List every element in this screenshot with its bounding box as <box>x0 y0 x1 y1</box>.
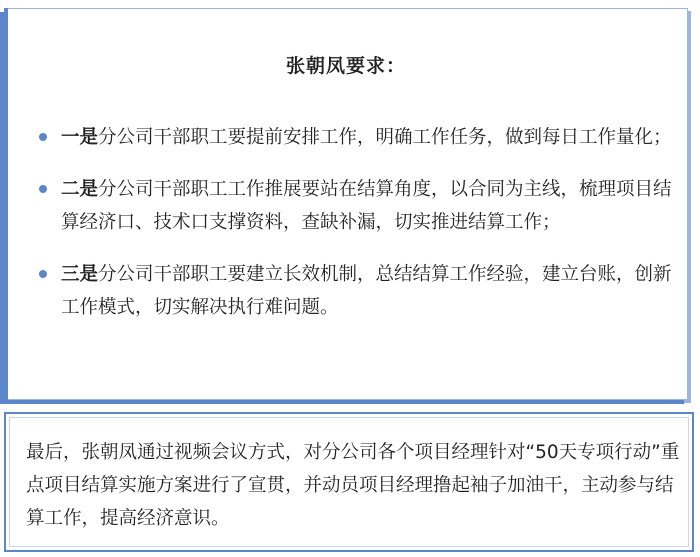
item-lead: 一是 <box>61 127 99 148</box>
item-text: 分公司干部职工要建立长效机制，总结结算工作经验，建立台账，创新工作模式，切实解决执行难问题。 <box>61 264 672 318</box>
bullet-icon <box>39 185 47 193</box>
section-title: 张朝凤要求： <box>285 55 406 77</box>
list-item <box>39 121 679 154</box>
requirements-list <box>39 121 679 343</box>
list-item <box>39 173 679 239</box>
requirements-panel <box>4 8 688 400</box>
bullet-icon <box>39 133 47 141</box>
item-text: 分公司干部职工要提前安排工作，明确工作任务，做到每日工作量化； <box>98 127 672 148</box>
summary-paragraph: 最后，张朝凤通过视频会议方式，对分公司各个项目经理针对“50天专项行动”重点项目结算实施方案进行了宣贯，并动员项目经理撸起袖子加油干，主动参与结算工作，提高经济意识。 <box>26 442 680 529</box>
item-lead: 三是 <box>61 264 99 285</box>
item-text: 分公司干部职工工作推展要站在结算角度，以合同为主线，梳理项目结算经济口、技术口支撑资料，查缺补漏，切实推进结算工作； <box>61 179 672 233</box>
summary-panel <box>4 412 694 552</box>
list-item <box>39 258 679 324</box>
item-lead: 二是 <box>61 179 99 200</box>
bullet-icon <box>39 270 47 278</box>
